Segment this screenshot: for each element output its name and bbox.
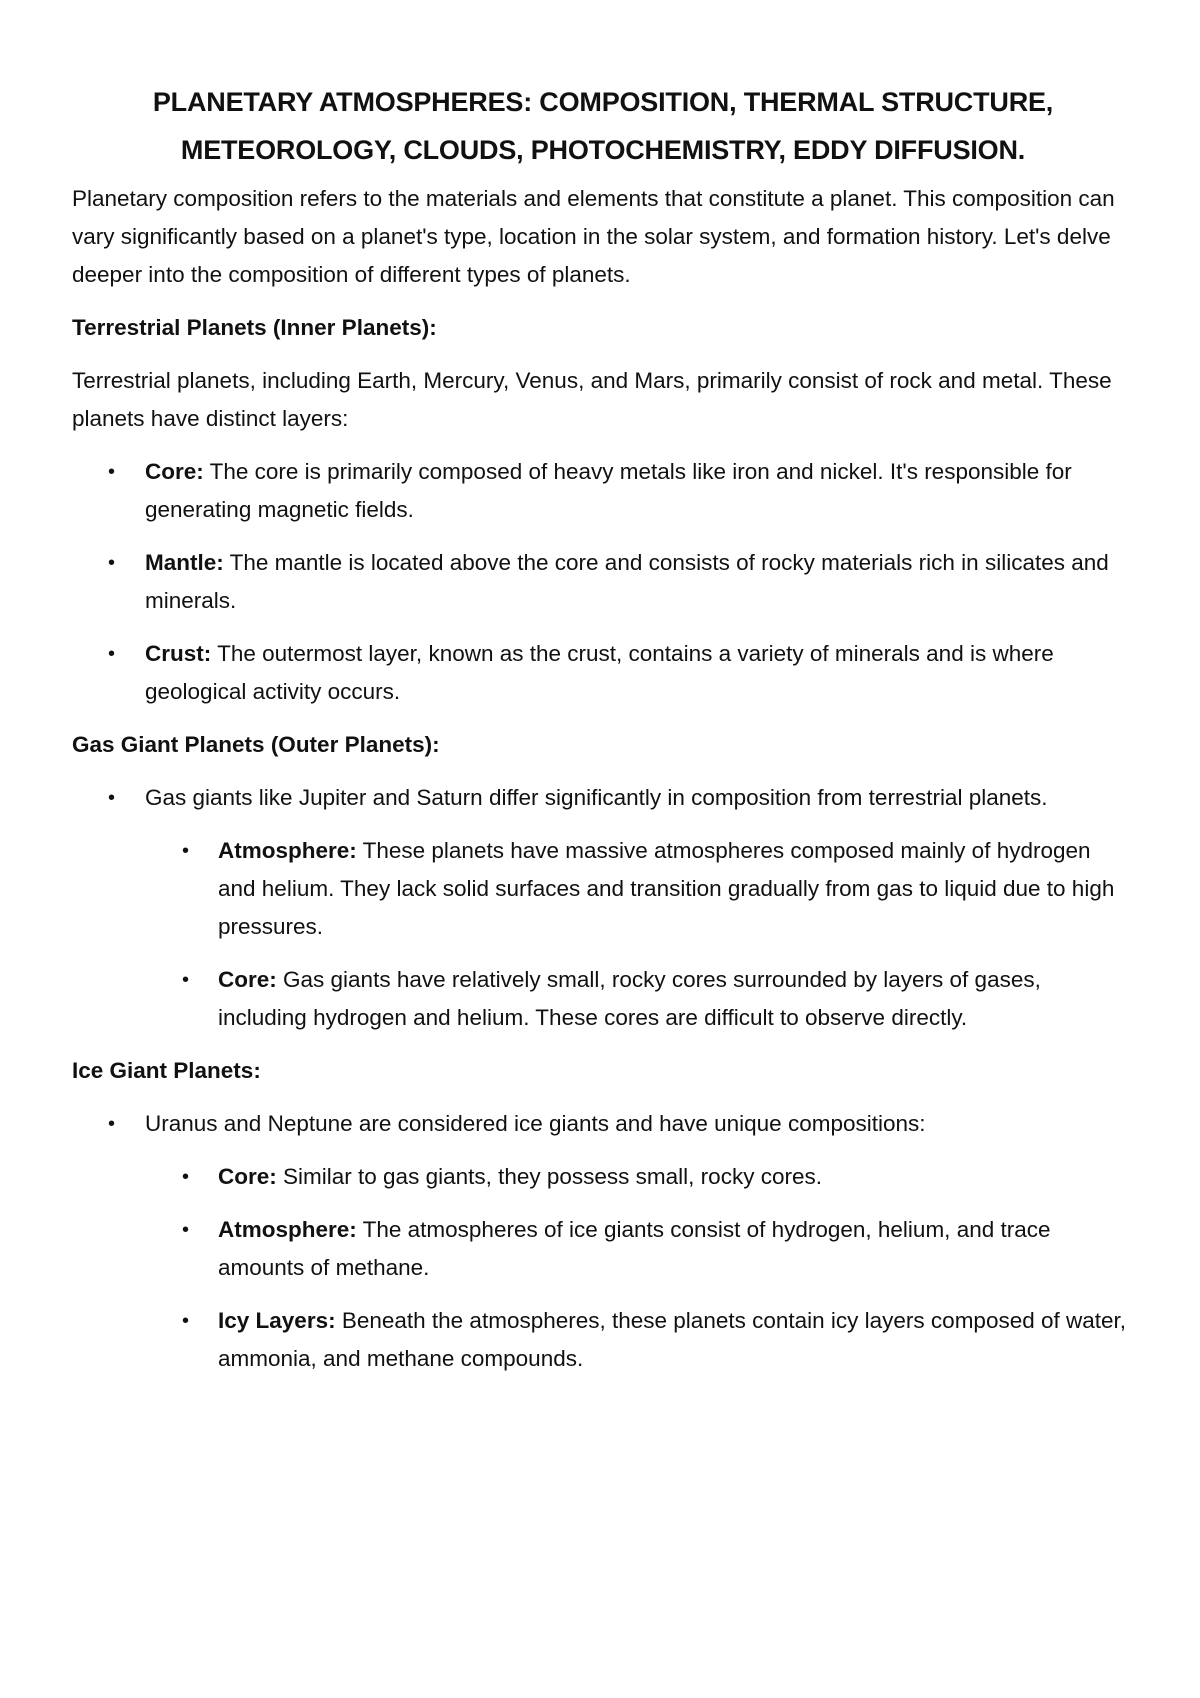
list-item <box>72 832 1134 946</box>
document-page <box>72 78 1134 1393</box>
bullet-icon: • <box>108 1113 116 1135</box>
list-item-text: The mantle is located above the core and consists of rocky materials rich in silicates and minerals. <box>145 550 1109 613</box>
terrestrial-list <box>72 453 1134 711</box>
list-item <box>72 544 1134 620</box>
list-item-text: Gas giants like Jupiter and Saturn differ significantly in composition from terrestrial planets. <box>145 785 1048 810</box>
list-item <box>72 1158 1134 1196</box>
list-item <box>72 453 1134 529</box>
bullet-icon: • <box>182 1166 190 1188</box>
title-line-1: PLANETARY ATMOSPHERES: COMPOSITION, THERMAL STRUCTURE, <box>152 87 1054 117</box>
bullet-icon: • <box>182 1310 190 1332</box>
list-item-text: The outermost layer, known as the crust, contains a variety of minerals and is where geological activity occurs. <box>145 641 1054 704</box>
bullet-icon: • <box>182 969 190 991</box>
bullet-icon: • <box>108 461 116 483</box>
document-title <box>72 78 1134 174</box>
list-item-text: The atmospheres of ice giants consist of hydrogen, helium, and trace amounts of methane. <box>218 1217 1051 1280</box>
gas-giant-list <box>72 779 1134 1037</box>
ice-giant-list <box>72 1105 1134 1378</box>
bullet-icon: • <box>108 643 116 665</box>
ice-giant-heading: Ice Giant Planets: <box>72 1058 261 1083</box>
list-item-term: Core: <box>218 967 277 992</box>
gas-giant-heading: Gas Giant Planets (Outer Planets): <box>72 732 440 757</box>
list-item-text: Uranus and Neptune are considered ice giants and have unique compositions: <box>145 1111 926 1136</box>
bullet-icon: • <box>182 1219 190 1241</box>
list-item-term: Atmosphere: <box>218 838 357 863</box>
intro-paragraph: Planetary composition refers to the materials and elements that constitute a planet. This composition can vary significantly based on a planet's type, location in the solar system, and formation history. Let's delve deeper into the composition of different types of planets. <box>72 186 1115 287</box>
list-item-text: These planets have massive atmospheres composed mainly of hydrogen and helium. They lack solid surfaces and transition gradually from gas to liquid due to high pressures. <box>218 838 1115 939</box>
terrestrial-heading: Terrestrial Planets (Inner Planets): <box>72 315 437 340</box>
list-item <box>72 1105 1134 1143</box>
list-item-term: Atmosphere: <box>218 1217 357 1242</box>
list-item-text: Gas giants have relatively small, rocky cores surrounded by layers of gases, including hydrogen and helium. These cores are difficult to observe directly. <box>218 967 1041 1030</box>
list-item-term: Core: <box>218 1164 277 1189</box>
list-item <box>72 1302 1134 1378</box>
bullet-icon: • <box>182 840 190 862</box>
list-item-text: Similar to gas giants, they possess small, rocky cores. <box>276 1164 822 1189</box>
list-item-term: Crust: <box>145 641 212 666</box>
list-item <box>72 635 1134 711</box>
bullet-icon: • <box>108 552 116 574</box>
list-item-text: Beneath the atmospheres, these planets contain icy layers composed of water, ammonia, and methane compounds. <box>218 1308 1127 1371</box>
list-item-term: Mantle: <box>145 550 224 575</box>
list-item <box>72 961 1134 1037</box>
terrestrial-intro: Terrestrial planets, including Earth, Mercury, Venus, and Mars, primarily consist of rock and metal. These planets have distinct layers: <box>72 368 1112 431</box>
title-line-2: METEOROLOGY, CLOUDS, PHOTOCHEMISTRY, EDDY DIFFUSION. <box>180 135 1026 165</box>
list-item-term: Icy Layers: <box>218 1308 336 1333</box>
list-item-text: The core is primarily composed of heavy metals like iron and nickel. It's responsible for generating magnetic fields. <box>145 459 1072 522</box>
list-item <box>72 779 1134 817</box>
list-item-term: Core: <box>145 459 204 484</box>
list-item <box>72 1211 1134 1287</box>
bullet-icon: • <box>108 787 116 809</box>
